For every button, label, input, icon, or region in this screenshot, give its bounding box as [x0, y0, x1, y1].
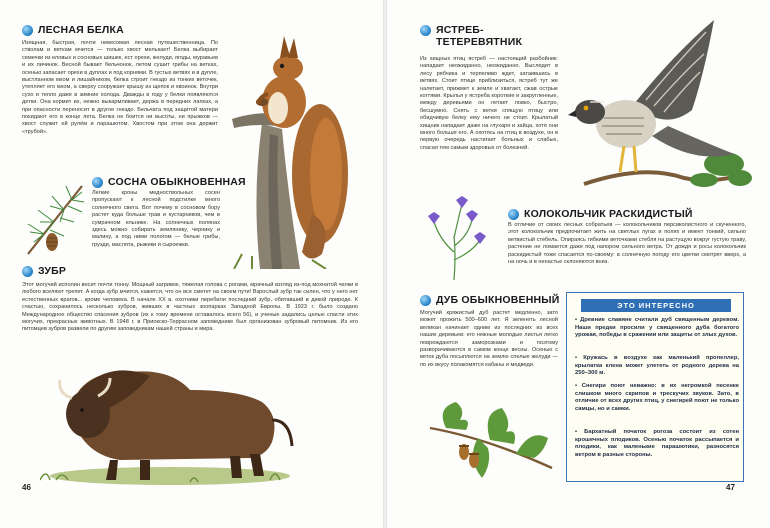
- hawk-title: ЯСТРЕБ-ТЕТЕРЕВЯТНИК: [436, 24, 523, 48]
- fact-item: • Древние славяне считали дуб священным деревом. Наши предки просили у священного дуба богатого урожая, победы в сражении или защиты от злых духов.: [575, 317, 739, 339]
- fact-item: • Снегири поют неважно: в их негромкой песенке слишком много скрипов и трескучих звуков. Зато, в отличие от всех других птиц, у снегирей поют не только самцы, но и самки.: [575, 383, 739, 412]
- facts-box-title: ЭТО ИНТЕРЕСНО: [581, 299, 731, 312]
- bellflower-illustration: [418, 196, 494, 280]
- fact-item: • Бархатный початок рогоза состоит из сотен крошечных плодиков. Осенью початок рассыпается и плодики, как маленькие парашютики, разносятся ветром в разные стороны.: [575, 429, 739, 458]
- pine-text: Легкие кроны медноствольных сосен пропускают к лесной подстилке много солнечного света. Вот почему в сосновом бору растет куда больше трав и кустарников, чем в сумрачном ельнике. На солнечных полянах здесь можно собирать землянику, чернику и малину, а под ними пологом — белые грибы, грузди, маслята, рыжики и сыроежки.: [92, 190, 220, 248]
- squirrel-text: Изящная, быстрая, почти невесомая лесная путешественница. По стволам и веткам мчится — только хвост мелькает! Белка выбирает семечки из еловых и сосновых шишек, ест орехи, желуди, ягоды, муравьев и их личинок. Весной бывает бельчонок, летом сушит грибы на ветках, осенью запасает орехи в дуплах и под корнями. В густых ветвях и в дупле, выстланном мхом и лишайником, белка строит гнездо из тонких веточек, утепляет его мхом, а сверху сооружает крышу из щепок и хвоинок. Внутри сухо и тепло даже в зимние холода. Дважды в году у белки появляются детки. Она кормит их, нежно выкармливает, держа в передних лапках, а при опасности переносит в другое гнездо. Бельчата под защитой матери покидают его в конце лета. Белка не боится ни высоты, ни прыжков — хвост служит ей рулём и парашютом. Хвостом при этом она держит «трубой».: [22, 40, 218, 135]
- squirrel-header: [22, 24, 124, 36]
- bullet-dot-icon: [22, 25, 33, 36]
- bullet-dot-icon: [92, 177, 103, 188]
- bullet-dot-icon: [508, 209, 519, 220]
- oak-header: [420, 294, 560, 306]
- bellflower-title: КОЛОКОЛЬЧИК РАСКИДИСТЫЙ: [524, 208, 693, 220]
- pine-header: [92, 176, 246, 188]
- bison-illustration: [40, 350, 300, 485]
- oak-title: ДУБ ОБЫКНОВЕННЫЙ: [436, 294, 560, 306]
- pine-branch-illustration: [24, 178, 88, 258]
- bullet-dot-icon: [22, 266, 33, 277]
- page-number-left: 46: [22, 483, 31, 492]
- book-spine: [383, 0, 387, 528]
- interesting-facts-box: [566, 292, 744, 482]
- oak-branch-illustration: [426, 398, 560, 484]
- hawk-illustration: [564, 14, 754, 192]
- bellflower-header: [508, 208, 693, 220]
- squirrel-title: ЛЕСНАЯ БЕЛКА: [38, 24, 124, 36]
- fact-item: • Кружась в воздухе как маленький пропеллер, крылатка клена может улететь от родного дерева на 250–300 м.: [575, 355, 739, 377]
- oak-text: Могучий кряжистый дуб растет медленно, зато может прожить 500–600 лет. Я зеленеть лесной великан начинает одним из последних из всех наших деревьев: его нежные молодые листья легко повреждаются заморозками и поэтому разворачиваются в самом конце весны. Осенью с веток дуба посыплются на землю спелые желуди — по их вкусу полакомятся кабаны и медведи.: [420, 310, 558, 368]
- bullet-dot-icon: [420, 25, 431, 36]
- squirrel-illustration: [222, 24, 362, 269]
- bison-title: ЗУБР: [38, 265, 67, 277]
- bullet-dot-icon: [420, 295, 431, 306]
- page-number-right: 47: [726, 483, 735, 492]
- hawk-text: Из хищных птиц ястреб — настоящий разбойник: нападает неожиданно, неожиданно. Выследит в лесу рябчика и терпеливо ждет, затаившись в ветвях. Стоит птице приблизиться, ястреб тут же налетает, прижмет к земле и хватает, сжав острые когтями. Крылья у ястреба короткие и закругленные, между деревьями он летает ловко, быстро, бесшумно. Снять с ветки спящую птицу или обидчивую белку ему ничего не стоит. Крылатый хищник нападает даже на глухаря и зайца, хотя они много больше его. А охотясь на птиц в воздухе, он в первую очередь настигает больных и слабых, спасая тем самым здоровых от болезней.: [420, 56, 558, 151]
- bison-text: Этот могучий исполин весит почти тонну. Мощный загривок, тяжелая голова с рогами, мрачный взгляд из-под мохнатой челки в любого вселяют трепет. А когда зубр мчится, кажется, что он все сметет на своем пути! Взрослый зубр так силен, что у него нет естественных врагов... кроме человека. В начале XX в. охотники перебили последний зубр, обитавший в дикой природе. К счастью, сохранилось несколько зубров, живших в частных зоопарках Западной Европы. В 1923 г. было создано Международное общество спасения зубров (их к тому времени оставалось всего 56), и ученые задались целью спасти этих могучих, прекрасных животных. В 1948 г. в Приокско-Террасном заповеднике был организован зубровый питомник. Из его питомцев зубров развели по другим заповедникам нашей страны и мира.: [22, 282, 358, 333]
- bellflower-text: В отличие от своих лесных собратьев — колокольчиков персиколистного и скученного, этот колокольчик предпочитает жить на светлых лугах и полях и имеет тонкий, сильно ветвистый стебель. Опираясь гибкими веточками стебля на растущую вокруг густую траву, растение не ломается даже под напором сильного ветра. От дождя и росы колокольчик раскидистый тоже спасается по-своему: в солнечную погоду его цветки смотрят вверх, а на ночь и в ненастье склоняются вниз.: [508, 222, 746, 266]
- bison-header: [22, 265, 66, 277]
- pine-title: СОСНА ОБЫКНОВЕННАЯ: [108, 176, 246, 188]
- hawk-header: [420, 24, 530, 48]
